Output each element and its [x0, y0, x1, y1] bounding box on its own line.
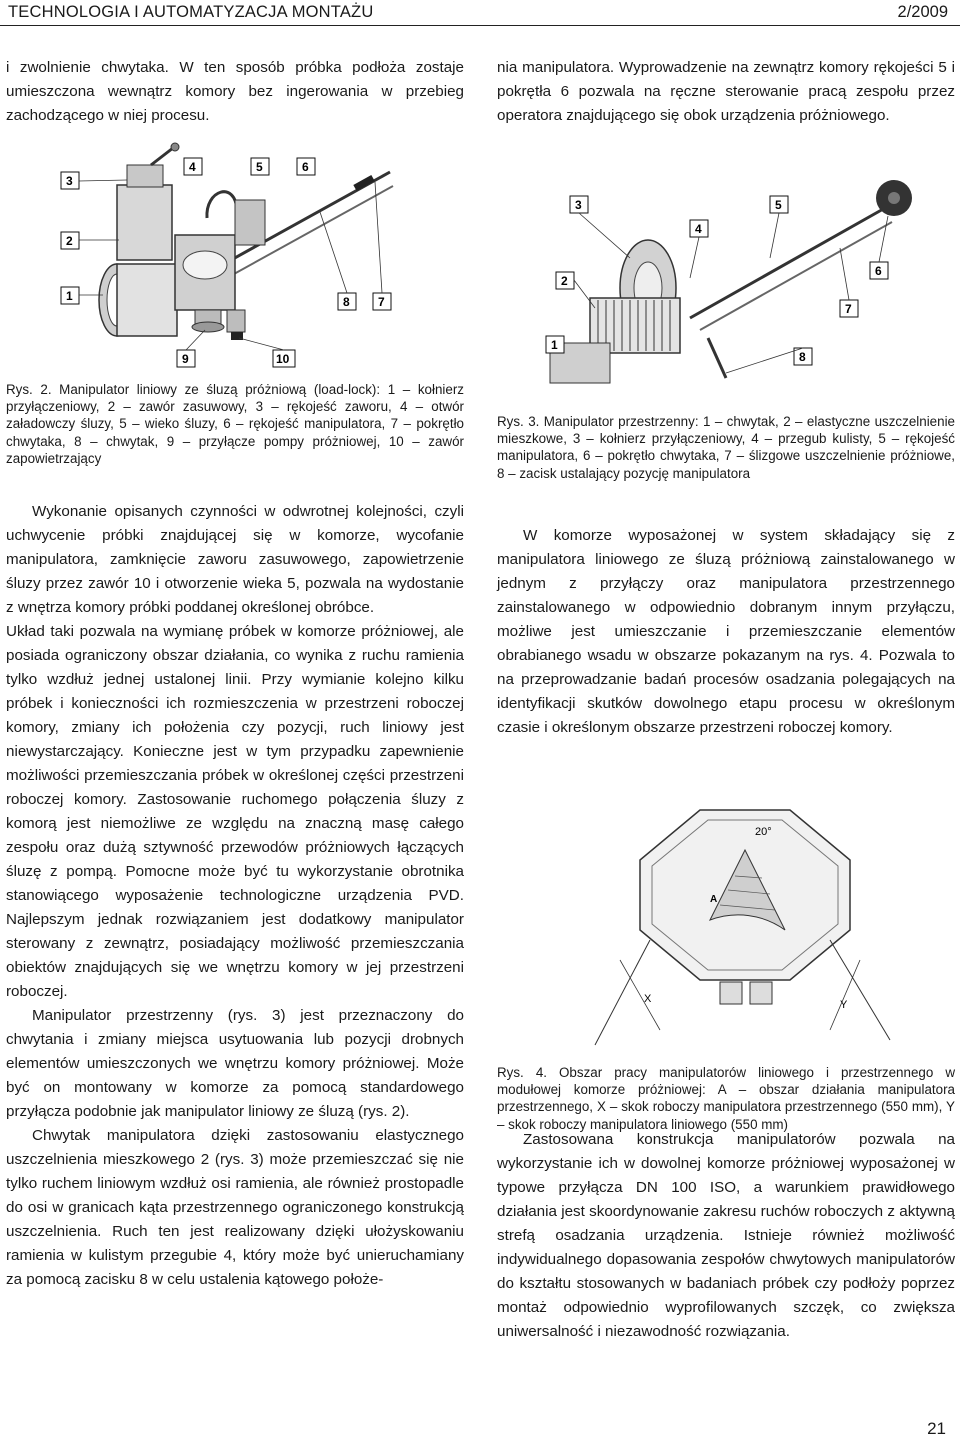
fig3-label-7 [840, 300, 858, 317]
figure-4-caption: Rys. 4. Obszar pracy manipulatorów liniowego i przestrzennego w modułowej komorze próżniowej: A – obszar działania manipulatora przestrzennego, X – skok roboczy manipulatora przestrzennego (550 mm), Y – skok roboczy manipulatora liniowego (550 mm) [497, 1065, 955, 1132]
fig2-label-8 [338, 293, 356, 310]
paragraph: Manipulator przestrzenny (rys. 3) jest przeznaczony do chwytania i zmiany miejsca usytuowania lub pozycji drobnych elementów umieszczonych we wnętrzu komory próżniowej. Może być on montowany w komorze za pomocą standardowego przyłącza podobnie jak manipulator liniowy ze śluzą (rys. 2). [6, 1007, 464, 1120]
fig4-angle-label: 20° [755, 826, 772, 838]
fig2-label-9 [177, 350, 195, 367]
fig2-label-2 [61, 232, 79, 249]
paragraph: Układ taki pozwala na wymianę próbek w komorze próżniowej, ale posiada ograniczony obszar działania, co wynika z ruchu ramienia tylko wzdłuż jednej ustalonej linii. Przy wymianie kolejno kilku próbek i konieczności ich rozmieszczenia w przestrzeni roboczej komory, zmiany ich położenia czy pozycji, ruch liniowy jest niewystarczający. Konieczne jest w tym przypadku zapewnienie możliwości przemieszczania próbek w określonej części przestrzeni roboczej komory. Zastosowanie ruchomego połączenia śluzy z komorą jest niemożliwe ze względu na znaczną masę całego zespołu oraz dużą sztywność przewodów próżniowych łączących śluzę z pompą. Pomocne może być tu wykorzystanie obrotnika stanowiącego wyposażenie technologiczne urządzenia PVD. Najlepszym jednak rozwiązaniem jest dodatkowy manipulator sterowany z zewnątrz, posiadający możliwość przemieszczania obiektów znajdujących się we wnętrzu komory w jej przestrzeni roboczej. [6, 623, 464, 1000]
svg-text:1: 1 [66, 289, 73, 303]
left-body-column [6, 500, 464, 1292]
paragraph: Chwytak manipulatora dzięki zastosowaniu elastycznego uszczelnienia mieszkowego 2 (rys. 3) może przemieszczać się nie tylko ruchem liniowym wzdłuż osi ramienia, ale również prostopadle do osi w granicach kąta przestrzennego ograniczonego konstrukcją uszczelnienia. Ruch ten jest realizowany dzięki ułożyskowaniu ramienia w kulistym przegubie 4, który może być unieruchamiany za pomocą zacisku 8 w celu ustalenia kątowego położe- [6, 1127, 464, 1288]
right-top-paragraph: nia manipulatora. Wyprowadzenie na zewnątrz komory rękojeści 5 i pokrętła 6 pozwala na ręczne sterowanie pracą zespołu przez operatora znajdującego się obok urządzenia próżniowego. [497, 59, 955, 124]
fig4-y-label: Y [840, 999, 848, 1011]
left-top-paragraph: i zwolnienie chwytaka. W ten sposób próbka podłoża zostaje umieszczona wewnątrz komory bez ingerowania w przebieg zachodzącego w niej procesu. [6, 59, 464, 124]
paragraph: Wykonanie opisanych czynności w odwrotnej kolejności, czyli uchwycenie próbki znajdującej się w komorze, wycofanie manipulatora, zamknięcie zaworu zasuwowego, zapowietrzenie śluzy przez zawór 10 i otworzenie wieka 5, pozwala na wydostanie z wnętrza komory próbki poddanej określonej obróbce. [6, 503, 464, 616]
fig2-label-6 [297, 158, 315, 175]
issue-number: 2/2009 [897, 3, 948, 21]
right-bottom-paragraph: Zastosowana konstrukcja manipulatorów pozwala na wykorzystanie ich w dowolnej komorze próżniowej wyposażonej w typowe przyłącza DN 100 ISO, a warunkiem prawidłowego działania jest skoordynowanie zakresu ruchów roboczych z aktywną strefą osadzania urządzenia. Istnieje również możliwość indywidualnego dopasowania zespołów chwytowych manipulatorów do kształtu stosowanych w badaniach próbek czy podłoży poprzez montaż odpowiednio wyprofilowanych szczęk, co zwiększa uniwersalność i niezawodność rozwiązania. [497, 1131, 955, 1340]
fig3-label-8 [794, 348, 812, 365]
fig4-x-label: X [644, 993, 652, 1005]
svg-text:4: 4 [695, 222, 702, 236]
journal-title: TECHNOLOGIA I AUTOMATYZACJA MONTAŻU [8, 3, 374, 21]
fig2-label-3 [61, 172, 79, 189]
svg-text:5: 5 [256, 160, 263, 174]
svg-text:3: 3 [575, 198, 582, 212]
svg-text:4: 4 [189, 160, 196, 174]
fig3-label-5 [770, 196, 788, 213]
figure-2-linear-manipulator [55, 140, 400, 375]
fig2-label-1 [61, 287, 79, 304]
svg-text:2: 2 [66, 234, 73, 248]
svg-text:8: 8 [343, 295, 350, 309]
fig3-label-4 [690, 220, 708, 237]
fig4-area-label: A [710, 894, 718, 905]
figure-3-caption: Rys. 3. Manipulator przestrzenny: 1 – chwytak, 2 – elastyczne uszczelnienie mieszkowe, 3 – kołnierz przyłączeniowy, 4 – przegub kulisty, 5 – rękojeść manipulatora, 6 – pokrętło chwytaka, 7 – ślizgowe uszczelnienie próżniowe, 8 – zacisk ustalający pozycję manipulatora [497, 414, 955, 481]
svg-text:6: 6 [875, 264, 882, 278]
fig2-label-7 [373, 293, 391, 310]
fig3-label-2 [556, 272, 574, 289]
right-mid-paragraph: W komorze wyposażonej w system składający się z manipulatora liniowego ze śluzą próżniową zainstalowanego w jednym z przyłączy oraz manipulatora przestrzennego zainstalowanego w odpowiednio dobranym innym przyłączu, możliwe jest umieszczanie i przemieszczanie elementów obrabianego wsadu w obszarze pokazanym na rys. 4. Pozwala to na przeprowadzanie badań procesów osadzania polegających na identyfikacji skutków dowolnego etapu procesu w określonym czasie i określonym obszarze przestrzeni roboczej komory. [497, 527, 955, 736]
fig2-label-5 [251, 158, 269, 175]
svg-text:1: 1 [551, 338, 558, 352]
fig3-label-3 [570, 196, 588, 213]
svg-text:7: 7 [845, 302, 852, 316]
svg-text:10: 10 [276, 352, 290, 366]
fig3-label-6 [870, 262, 888, 279]
svg-text:8: 8 [799, 350, 806, 364]
running-header [0, 0, 960, 26]
svg-text:9: 9 [182, 352, 189, 366]
svg-text:6: 6 [302, 160, 309, 174]
figure-2-caption: Rys. 2. Manipulator liniowy ze śluzą próżniową (load-lock): 1 – kołnierz przyłączeniowy, 2 – zawór zasuwowy, 3 – rękojeść zaworu, 4 – otwór załadowczy śluzy, 5 – wieko śluzy, 6 – rękojeść manipulatora, 7 – pokrętło chwytaka, 8 – chwytak, 9 – przyłącze pompy próżniowej, 10 – zawór zapowietrzający [6, 382, 464, 466]
figure-4-work-area [590, 790, 915, 1050]
fig2-label-4 [184, 158, 202, 175]
svg-text:2: 2 [561, 274, 568, 288]
fig3-label-1 [546, 336, 564, 353]
page-number: 21 [927, 1419, 946, 1438]
svg-text:5: 5 [775, 198, 782, 212]
figure-3-spatial-manipulator [540, 168, 925, 406]
fig2-label-10 [273, 350, 295, 367]
svg-text:7: 7 [378, 295, 385, 309]
svg-text:3: 3 [66, 174, 73, 188]
